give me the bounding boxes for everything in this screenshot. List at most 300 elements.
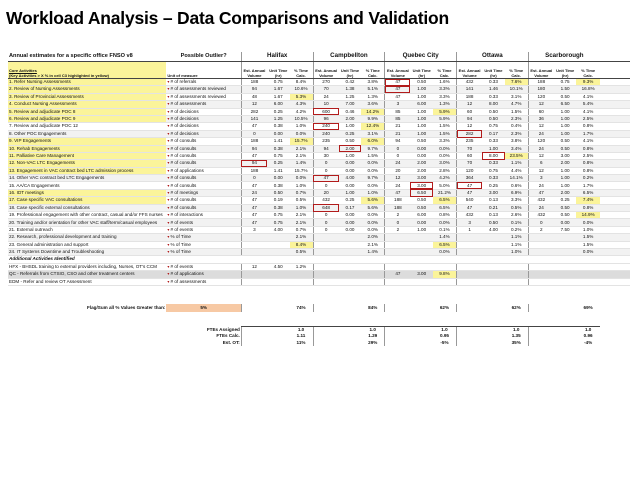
quebec-city-pct-time: 5.9% [433, 108, 457, 115]
ottawa-pct-time: 1.1% [505, 234, 529, 241]
halifax-volume: 141 [241, 115, 267, 122]
spacer-cell [313, 326, 339, 333]
spacer-cell [410, 326, 432, 333]
quebec-city-unit-time: 6.50 [410, 189, 432, 196]
header-row [8, 52, 630, 62]
quebec-city-unit-time: 1.00 [410, 123, 432, 130]
campbellton-pct-time: 2.0% [361, 234, 385, 241]
campbellton-pct-time: 12.4% [361, 123, 385, 130]
spacer-cell [267, 326, 289, 333]
unit-text: # of events [170, 226, 194, 232]
ottawa-volume: 47 [457, 189, 483, 196]
table-row [8, 189, 630, 196]
halifax-volume: 47 [241, 152, 267, 159]
campbellton-unit-time: 0.00 [339, 182, 361, 189]
quebec-city-unit-time: 0.50 [410, 197, 432, 204]
spacer-cell [410, 304, 432, 312]
dropdown-icon[interactable]: ▾ [167, 145, 171, 151]
campbellton-unit-time: 0.00 [339, 167, 361, 174]
ottawa-pct-time: 3.1% [505, 93, 529, 100]
halifax-pct-time: 2.1% [290, 152, 314, 159]
activity-name: 1. Refer Nursing Assessments [8, 79, 166, 86]
unit-text: # of referrals [170, 79, 197, 85]
quebec-city-volume: 2 [385, 226, 411, 233]
ottawa-pct-time: 1.5% [505, 108, 529, 115]
halifax-pct-time: 0.0% [290, 175, 314, 182]
quebec-city-unit-time: 1.00 [410, 86, 432, 93]
ottawa-unit-time: 0.17 [482, 130, 504, 137]
dropdown-icon[interactable]: ▾ [167, 249, 171, 255]
dropdown-icon[interactable]: ▾ [167, 212, 171, 218]
ottawa-volume: 12 [457, 123, 483, 130]
halifax-volume: 0 [241, 175, 267, 182]
scarborough-volume: 180 [528, 86, 554, 93]
scarborough-volume: 432 [528, 197, 554, 204]
halifax-volume: 282 [241, 108, 267, 115]
ottawa-pct-time: 2.3% [505, 130, 529, 137]
spacer-cell [600, 152, 630, 159]
summary-value-scarborough: 1.0 [576, 326, 600, 333]
campbellton-volume [313, 248, 339, 255]
pct-time-header: % Time Calc. [433, 62, 457, 79]
campbellton-volume [313, 234, 339, 241]
dropdown-icon[interactable]: ▾ [167, 182, 171, 188]
dropdown-icon[interactable]: ▾ [167, 167, 171, 173]
summary-value-quebec-city: 0.95 [439, 333, 449, 339]
scarborough-volume [528, 271, 554, 278]
quebec-city-pct-time: 5.0% [433, 182, 457, 189]
activity-name: 18. Case specific external consultations [8, 204, 166, 211]
unit-of-measure [166, 138, 241, 145]
unit-of-measure [166, 175, 241, 182]
quebec-city-unit-time: 1.00 [410, 93, 432, 100]
dropdown-icon[interactable]: ▾ [167, 130, 171, 136]
quebec-city-volume: 0 [385, 145, 411, 152]
halifax-volume: 94 [241, 160, 267, 167]
spacer-cell [600, 145, 630, 152]
campbellton-unit-time [339, 278, 361, 285]
quebec-city-unit-time: 0.00 [410, 219, 432, 226]
ottawa-volume: 540 [457, 197, 483, 204]
halifax-unit-time: 0.75 [267, 152, 289, 159]
summary-label: Est. OT: [222, 339, 240, 345]
scarborough-unit-time: 6.50 [554, 101, 576, 108]
campbellton-unit-time: 0.50 [339, 138, 361, 145]
quebec-city-pct-time: 6.5% [433, 204, 457, 211]
est-annual-volume-header: Est. Annual Volume [313, 62, 339, 79]
table-row [8, 86, 630, 93]
unit-of-measure [166, 115, 241, 122]
activity-name: 17. Case specific VAC consultations [8, 197, 166, 204]
quebec-city-pct-time: 2.8% [433, 167, 457, 174]
spacer-cell [267, 340, 289, 346]
unit-text: % of Time [170, 249, 191, 255]
campbellton-volume: 96 [313, 115, 339, 122]
dropdown-icon[interactable]: ▾ [167, 219, 171, 225]
scarborough-volume: 188 [528, 79, 554, 86]
ottawa-unit-time: 8.00 [482, 152, 504, 159]
dropdown-icon[interactable]: ▾ [167, 197, 171, 203]
halifax-unit-time: 1.25 [267, 115, 289, 122]
dropdown-icon[interactable]: ▾ [167, 278, 171, 284]
summary-value-quebec-city: -5% [440, 339, 449, 345]
quebec-city-pct-time: 1.5% [433, 130, 457, 137]
ottawa-unit-time: 0.21 [482, 204, 504, 211]
dropdown-icon[interactable]: ▾ [167, 271, 171, 277]
flag-threshold-value: 5% [166, 304, 241, 312]
ottawa-volume: 235 [457, 138, 483, 145]
quebec-city-pct-time: 0.1% [433, 226, 457, 233]
campbellton-unit-time: 0.00 [339, 212, 361, 219]
ottawa-pct-time: 2.3% [505, 115, 529, 122]
unit-time-header: Unit Time (hr) [410, 62, 432, 79]
unit-of-measure [166, 212, 241, 219]
spacer-cell [600, 182, 630, 189]
ottawa-unit-time [482, 278, 504, 285]
quebec-city-volume [385, 278, 411, 285]
quebec-city-unit-time: 2.00 [410, 160, 432, 167]
table-row [8, 241, 630, 248]
halifax-unit-time: 0.38 [267, 182, 289, 189]
halifax-pct-time: 0.7% [290, 226, 314, 233]
quebec-city-pct-time: 1.4% [433, 234, 457, 241]
scarborough-unit-time: 1.00 [554, 130, 576, 137]
activity-name: 8. Other POC Engagements [8, 130, 166, 137]
summary-label: FTEs Calc. [216, 333, 240, 339]
campbellton-pct-time: 5.6% [361, 204, 385, 211]
quebec-city-volume: 12 [385, 175, 411, 182]
ottawa-unit-time [482, 248, 504, 255]
ottawa-pct-time: 0.2% [505, 226, 529, 233]
halifax-unit-time [267, 278, 289, 285]
dropdown-icon[interactable]: ▾ [167, 153, 171, 158]
unit-of-measure [166, 226, 241, 233]
summary-value-campbellton: 1.0 [361, 326, 385, 333]
spacer-cell [8, 326, 166, 333]
ottawa-pct-time: 0.5% [505, 204, 529, 211]
scarborough-volume: 12 [528, 167, 554, 174]
scarborough-pct-time: 0.2% [576, 175, 600, 182]
scarborough-pct-time: 0.8% [576, 145, 600, 152]
spacer-cell [600, 86, 630, 93]
halifax-pct-time: 15.7% [290, 167, 314, 174]
scarborough-unit-time: 0.50 [554, 138, 576, 145]
dropdown-icon[interactable]: ▾ [167, 79, 171, 85]
scarborough-volume: 2 [528, 226, 554, 233]
spacer-cell [339, 326, 361, 333]
halifax-pct-time: 0.5% [290, 197, 314, 204]
table-row [8, 219, 630, 226]
summary-value-scarborough: 0.96 [583, 333, 593, 339]
spacer-cell [313, 340, 339, 346]
campbellton-volume: 0 [313, 219, 339, 226]
ottawa-unit-time: 0.33 [482, 79, 504, 86]
scarborough-unit-time: 2.00 [554, 189, 576, 196]
dropdown-icon[interactable]: ▾ [167, 116, 171, 122]
ottawa-unit-time: 0.33 [482, 93, 504, 100]
unit-of-measure [166, 248, 241, 255]
quebec-city-pct-time: 6.5% [433, 197, 457, 204]
halifax-volume: 48 [241, 93, 267, 100]
unit-text: # of applications [170, 167, 204, 173]
quebec-city-volume: 85 [385, 115, 411, 122]
table-row [8, 145, 630, 152]
unit-of-measure [166, 197, 241, 204]
flag-sum-halifax: 74% [296, 304, 306, 310]
unit-text: # of events [170, 219, 194, 225]
halifax-volume: 0 [241, 130, 267, 137]
quebec-city-volume [385, 263, 411, 270]
campbellton-volume: 0 [313, 160, 339, 167]
quebec-city-unit-time [410, 234, 432, 241]
unit-time-header: Unit Time (hr) [482, 62, 504, 79]
spacer-cell [8, 340, 166, 346]
unit-time-header: Unit Time (hr) [339, 62, 361, 79]
unit-text: # of consults [170, 138, 197, 144]
campbellton-unit-time: 7.00 [339, 101, 361, 108]
halifax-pct-time: 8.4% [290, 79, 314, 86]
campbellton-unit-time: 0.00 [339, 226, 361, 233]
unit-of-measure-header: Unit of measure [166, 62, 241, 79]
campbellton-pct-time: 0.0% [361, 167, 385, 174]
campbellton-pct-time: 3.8% [361, 79, 385, 86]
quebec-city-unit-time: 0.00 [410, 145, 432, 152]
halifax-unit-time: 0.38 [267, 123, 289, 130]
unit-text: # of consults [170, 182, 197, 188]
flag-row [8, 304, 630, 312]
dropdown-icon[interactable]: ▾ [167, 86, 171, 92]
halifax-pct-time: 0.0% [290, 130, 314, 137]
scarborough-unit-time: 1.00 [554, 123, 576, 130]
dropdown-icon[interactable]: ▾ [167, 263, 171, 269]
campbellton-pct-time: 5.1% [361, 86, 385, 93]
scarborough-pct-time [576, 278, 600, 285]
office-header-ottawa: Ottawa [457, 52, 529, 62]
quebec-city-unit-time: 1.00 [410, 130, 432, 137]
dropdown-icon[interactable]: ▾ [167, 108, 171, 114]
scarborough-pct-time: 0.0% [576, 248, 600, 255]
spacer-cell [457, 326, 483, 333]
quebec-city-unit-time: 3.00 [410, 182, 432, 189]
quebec-city-unit-time [410, 241, 432, 248]
dropdown-icon[interactable]: ▾ [167, 138, 171, 144]
activity-name: 14. Other VAC contract bed LTC Engagements [8, 175, 166, 182]
dropdown-icon[interactable]: ▾ [167, 93, 171, 99]
unit-of-measure [166, 123, 241, 130]
campbellton-pct-time [361, 278, 385, 285]
dropdown-icon[interactable]: ▾ [167, 204, 171, 210]
summary-row [8, 326, 630, 333]
scarborough-unit-time: 1.00 [554, 182, 576, 189]
scarborough-unit-time: 0.50 [554, 212, 576, 219]
spacer-cell [385, 304, 411, 312]
scarborough-volume: 24 [528, 130, 554, 137]
campbellton-volume: 0 [313, 226, 339, 233]
table-row [8, 234, 630, 241]
scarborough-pct-time: 16.8% [576, 86, 600, 93]
spacer-cell [600, 160, 630, 167]
quebec-city-unit-time: 0.50 [410, 79, 432, 86]
spacer-cell [457, 304, 483, 312]
campbellton-unit-time: 0.42 [339, 79, 361, 86]
scarborough-unit-time [554, 271, 576, 278]
campbellton-pct-time: 9.7% [361, 145, 385, 152]
halifax-volume: 188 [241, 138, 267, 145]
dropdown-icon[interactable]: ▾ [167, 160, 171, 166]
campbellton-unit-time: 0.25 [339, 130, 361, 137]
activity-name: 16. IDT meetings [8, 189, 166, 196]
dropdown-icon[interactable]: ▾ [167, 189, 171, 195]
campbellton-volume: 648 [313, 204, 339, 211]
quebec-city-pct-time: 6.5% [433, 241, 457, 248]
page-title: Workload Analysis – Data Comparisons and Validation [6, 8, 449, 28]
unit-of-measure [166, 271, 241, 278]
halifax-volume: 94 [241, 145, 267, 152]
scarborough-volume: 60 [528, 108, 554, 115]
scarborough-pct-time: 0.0% [576, 219, 600, 226]
flag-sum-campbellton: 84% [368, 304, 378, 310]
unit-text: # of consults [170, 197, 197, 203]
dropdown-icon[interactable]: ▾ [167, 123, 171, 129]
scarborough-unit-time: 0.25 [554, 197, 576, 204]
dropdown-icon[interactable]: ▾ [167, 101, 171, 107]
quebec-city-volume [385, 241, 411, 248]
halifax-unit-time: 1.41 [267, 138, 289, 145]
halifax-unit-time: 1.67 [267, 93, 289, 100]
ottawa-pct-time [505, 263, 529, 270]
flag-sum-quebec-city: 62% [439, 304, 450, 310]
ottawa-unit-time: 0.50 [482, 108, 504, 115]
activity-name: 9. VIP Engagements [8, 138, 166, 145]
halifax-pct-time: 5.3% [290, 93, 314, 100]
scarborough-pct-time: 1.5% [576, 234, 600, 241]
scarborough-volume: 6 [528, 160, 554, 167]
dropdown-icon[interactable]: ▾ [167, 241, 171, 247]
halifax-pct-time: 1.4% [290, 160, 314, 167]
campbellton-pct-time: 1.4% [361, 248, 385, 255]
ottawa-pct-time: 3.4% [505, 145, 529, 152]
unit-of-measure [166, 93, 241, 100]
campbellton-pct-time: 1.5% [361, 152, 385, 159]
unit-text: # of meetings [170, 189, 199, 195]
table-row [8, 212, 630, 219]
campbellton-volume [313, 278, 339, 285]
unit-of-measure [166, 189, 241, 196]
scarborough-pct-time: 4.1% [576, 108, 600, 115]
campbellton-volume [313, 271, 339, 278]
ottawa-volume: 47 [457, 182, 483, 189]
scarborough-pct-time: 1.5% [576, 241, 600, 248]
activity-name: 21. External outreach [8, 226, 166, 233]
unit-text: # of assessments [170, 278, 207, 284]
quebec-city-volume: 94 [385, 138, 411, 145]
scarborough-pct-time: 1.0% [576, 226, 600, 233]
dropdown-icon[interactable]: ▾ [167, 234, 171, 240]
ottawa-volume: 282 [457, 130, 483, 137]
quebec-city-pct-time: 21.2% [433, 189, 457, 196]
table-row [8, 263, 630, 270]
unit-text: # of interactions [170, 212, 203, 218]
halifax-unit-time: 0.75 [267, 212, 289, 219]
halifax-pct-time: 10.5% [290, 115, 314, 122]
table-row [8, 138, 630, 145]
dropdown-icon[interactable]: ▾ [167, 226, 171, 232]
halifax-pct-time: 1.0% [290, 204, 314, 211]
unit-of-measure [166, 241, 241, 248]
activity-name: 23. General administration and support [8, 241, 166, 248]
ottawa-pct-time [505, 271, 529, 278]
unit-of-measure [166, 86, 241, 93]
ottawa-pct-time: 1.1% [505, 160, 529, 167]
unit-of-measure [166, 167, 241, 174]
scarborough-unit-time: 1.00 [554, 108, 576, 115]
halifax-unit-time: 1.41 [267, 167, 289, 174]
campbellton-pct-time: 0.0% [361, 182, 385, 189]
halifax-pct-time: 1.0% [290, 123, 314, 130]
spacer-cell [600, 263, 630, 270]
summary-label: FTEs Assigned [206, 326, 240, 332]
quebec-city-unit-time: 1.00 [410, 226, 432, 233]
quebec-city-pct-time: 4.2% [433, 175, 457, 182]
summary-value-campbellton: 29% [368, 339, 378, 345]
table-row [8, 108, 630, 115]
workload-table [8, 52, 630, 346]
quebec-city-pct-time: 0.0% [433, 152, 457, 159]
unit-text: # of assessments reviewed [170, 86, 226, 92]
scarborough-volume [528, 248, 554, 255]
unit-of-measure [166, 152, 241, 159]
ottawa-pct-time: 4.4% [505, 167, 529, 174]
halifax-pct-time [290, 271, 314, 278]
scarborough-pct-time: 1.7% [576, 130, 600, 137]
scarborough-unit-time: 0.50 [554, 145, 576, 152]
spacer-cell [554, 304, 576, 312]
ottawa-pct-time: 4.7% [505, 101, 529, 108]
est-annual-volume-header: Est. Annual Volume [385, 62, 411, 79]
ottawa-pct-time: 1.1% [505, 241, 529, 248]
campbellton-unit-time: 0.46 [339, 108, 361, 115]
spacer-cell [385, 340, 411, 346]
spacer-cell [385, 326, 411, 333]
unit-text: # of assessments reviewed [170, 93, 226, 99]
ottawa-volume: 70 [457, 160, 483, 167]
unit-of-measure [166, 204, 241, 211]
ottawa-unit-time: 3.00 [482, 189, 504, 196]
campbellton-volume: 432 [313, 197, 339, 204]
scarborough-volume [528, 278, 554, 285]
activity-name: QC - Referrals from CTSIO, CSO and other treatment centers [8, 271, 166, 278]
campbellton-volume: 47 [313, 175, 339, 182]
spacer-cell [600, 189, 630, 196]
halifax-pct-time: 10.6% [290, 86, 314, 93]
campbellton-volume: 0 [313, 167, 339, 174]
scarborough-unit-time: 0.75 [554, 79, 576, 86]
activity-name: 5. Review and adjudicate POC 8 [8, 108, 166, 115]
quebec-city-volume: 188 [385, 204, 411, 211]
halifax-unit-time: 0.19 [267, 197, 289, 204]
dropdown-icon[interactable]: ▾ [167, 175, 171, 181]
spacer-cell [241, 340, 267, 346]
table-row [8, 271, 630, 278]
campbellton-unit-time [339, 248, 361, 255]
halifax-pct-time: 0.5% [290, 248, 314, 255]
halifax-unit-time: 0.00 [267, 175, 289, 182]
quebec-city-pct-time: 1.3% [433, 101, 457, 108]
scarborough-volume: 12 [528, 101, 554, 108]
ottawa-unit-time: 0.33 [482, 138, 504, 145]
campbellton-volume: 20 [313, 189, 339, 196]
summary-value-campbellton: 1.29 [368, 333, 378, 339]
